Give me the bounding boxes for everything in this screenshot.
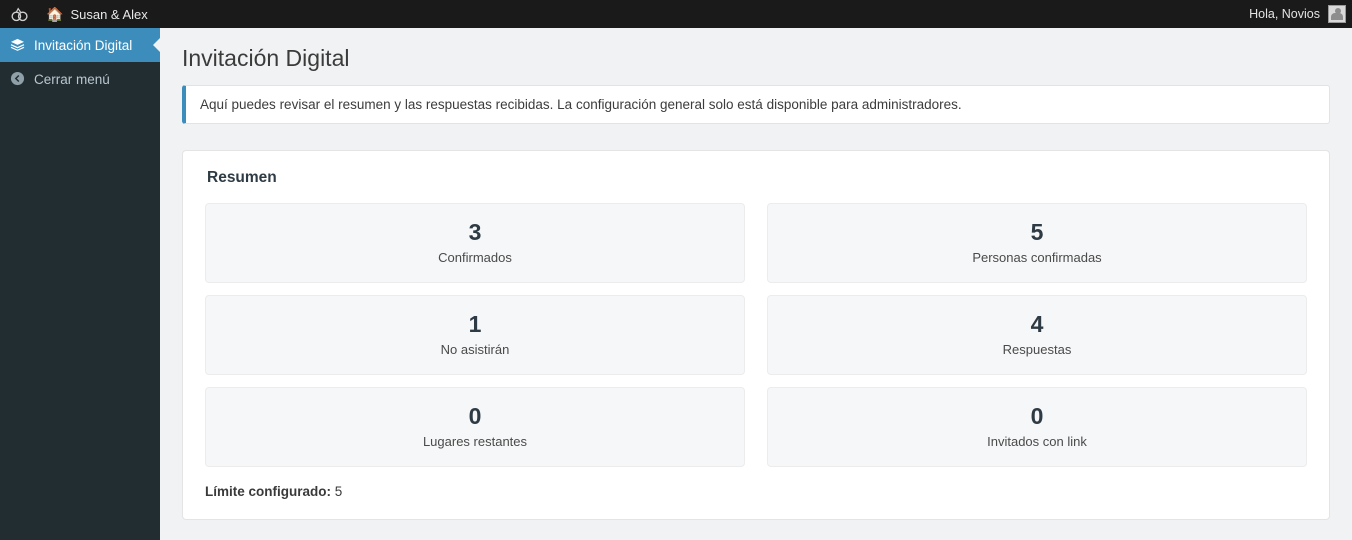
stat-card-respuestas: [767, 295, 1307, 375]
stat-card-invitados-con-link: [767, 387, 1307, 467]
greeting-label: Hola, Novios: [1249, 7, 1320, 21]
info-alert: Aquí puedes revisar el resumen y las respuestas recibidas. La configuración general solo está disponible para administradores.: [182, 85, 1330, 124]
main-content: [160, 28, 1352, 540]
sidebar-item-cerrar-menu[interactable]: [0, 62, 160, 96]
stat-value: 0: [1030, 403, 1044, 430]
site-name-label: Susan & Alex: [70, 6, 148, 22]
sidebar-item-label: Cerrar menú: [34, 71, 110, 87]
stat-label: Personas confirmadas: [972, 250, 1102, 266]
stat-value: 4: [1030, 311, 1044, 338]
sidebar: [0, 28, 160, 540]
topbar-right-group: [1249, 0, 1352, 28]
rings-icon: [0, 0, 40, 28]
stat-card-no-asistiran: [205, 295, 745, 375]
limite-configurado-line: [205, 484, 1307, 499]
stat-label: Confirmados: [438, 250, 512, 266]
stat-value: 1: [468, 311, 482, 338]
stat-label: Lugares restantes: [422, 434, 528, 450]
stat-label: No asistirán: [440, 342, 510, 358]
panel-title: Resumen: [207, 169, 277, 187]
page-title: Invitación Digital: [182, 45, 350, 71]
stat-value: 5: [1030, 219, 1044, 246]
limite-configurado-label: Límite configurado:: [205, 484, 331, 500]
chevron-left-circle-icon: [10, 71, 34, 88]
stat-value: 0: [468, 403, 482, 430]
limite-configurado-value: 5: [334, 484, 343, 500]
home-icon: 🏠: [46, 6, 64, 22]
stat-label: Invitados con link: [987, 434, 1087, 450]
home-site-link[interactable]: [40, 0, 158, 28]
top-navbar: [0, 0, 1352, 28]
resumen-panel: [182, 150, 1330, 520]
user-avatar-icon[interactable]: [1328, 5, 1346, 23]
stat-value: 3: [468, 219, 482, 246]
stat-card-lugares-restantes: [205, 387, 745, 467]
stat-card-confirmados: [205, 203, 745, 283]
sidebar-item-invitacion-digital[interactable]: [0, 28, 160, 62]
stat-card-personas-confirmadas: [767, 203, 1307, 283]
topbar-left-group: [0, 0, 158, 28]
stats-grid: [205, 203, 1307, 467]
layers-icon: [10, 38, 34, 53]
stat-label: Respuestas: [1002, 342, 1072, 358]
sidebar-item-label: Invitación Digital: [34, 37, 133, 53]
